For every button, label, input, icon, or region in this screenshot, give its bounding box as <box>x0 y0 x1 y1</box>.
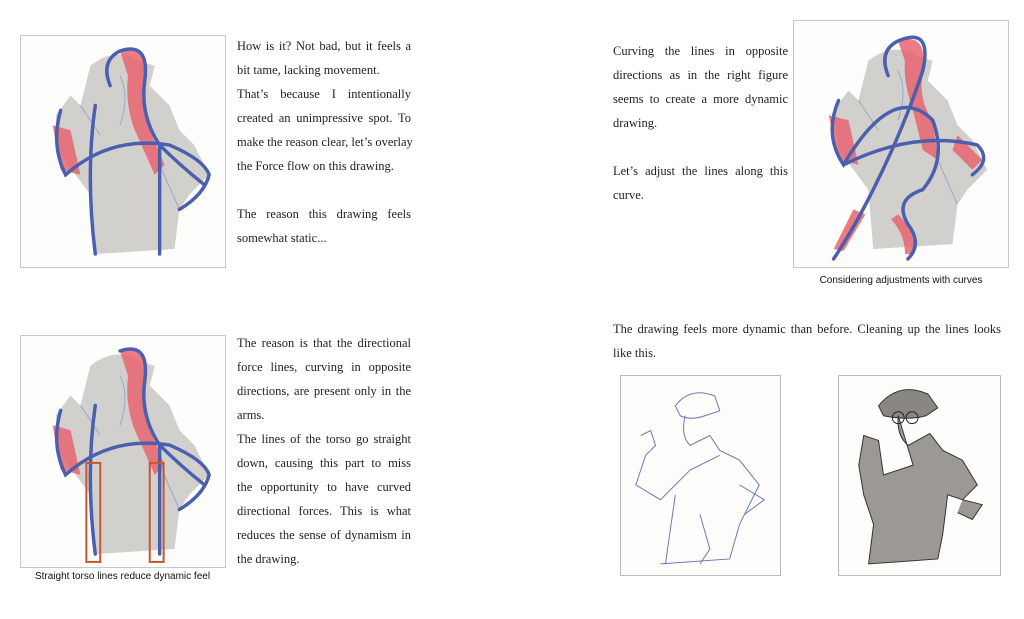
text-line: The reason this drawing feels <box>237 207 411 221</box>
curve-adjustment-illustration <box>794 21 1008 267</box>
text-line: That’s because I intentionally <box>237 87 411 101</box>
text-line: How is it? Not bad, but it feels a <box>237 39 411 53</box>
clean-lineart-illustration <box>621 376 780 575</box>
caption-straight-torso: Straight torso lines reduce dynamic feel <box>34 571 211 582</box>
figure-force-flow-overlay <box>20 35 226 268</box>
bottom-right-paragraph <box>613 317 1001 365</box>
figure-clean-lineart <box>620 375 781 576</box>
text-line: Let’s adjust the lines along this <box>613 164 788 178</box>
text-line: directions as in the right figure <box>613 68 788 82</box>
text-line: seems to create a more dynamic <box>613 92 788 106</box>
text-line: created an unimpressive spot. To <box>237 111 411 125</box>
text-line: directional forces. This is what <box>237 504 411 518</box>
text-line: The drawing feels more dynamic than before. Cleaning up the lines looks <box>613 322 1001 336</box>
text-line: reduces the sense of dynamism in <box>237 528 411 542</box>
straight-torso-illustration <box>21 336 225 567</box>
caption-curves: Considering adjustments with curves <box>819 275 983 286</box>
figure-straight-torso-lines <box>20 335 226 568</box>
text-line: force lines, curving in opposite <box>237 360 411 374</box>
text-line: the Force flow on this drawing. <box>237 159 394 173</box>
text-line: drawing. <box>613 116 658 130</box>
top-left-paragraph <box>237 34 411 250</box>
text-line: bit tame, lacking movement. <box>237 63 380 77</box>
figure-shaded-final <box>838 375 1001 576</box>
text-line: The reason is that the directional <box>237 336 411 350</box>
text-line: somewhat static... <box>237 231 327 245</box>
force-flow-illustration <box>21 36 225 267</box>
top-right-paragraph <box>613 39 788 207</box>
shaded-final-illustration <box>839 376 1000 575</box>
text-line: Curving the lines in opposite <box>613 44 788 58</box>
figure-curve-adjustments <box>793 20 1009 268</box>
text-line: down, causing this part to miss <box>237 456 411 470</box>
text-line: the drawing. <box>237 552 300 566</box>
text-line: curve. <box>613 188 644 202</box>
text-line: arms. <box>237 408 265 422</box>
text-line: the opportunity to have curved <box>237 480 411 494</box>
text-line: make the reason clear, let’s overlay <box>237 135 413 149</box>
text-line: directions, are present only in the <box>237 384 411 398</box>
bottom-left-paragraph <box>237 331 411 571</box>
text-line: The lines of the torso go straight <box>237 432 411 446</box>
text-line: like this. <box>613 346 657 360</box>
